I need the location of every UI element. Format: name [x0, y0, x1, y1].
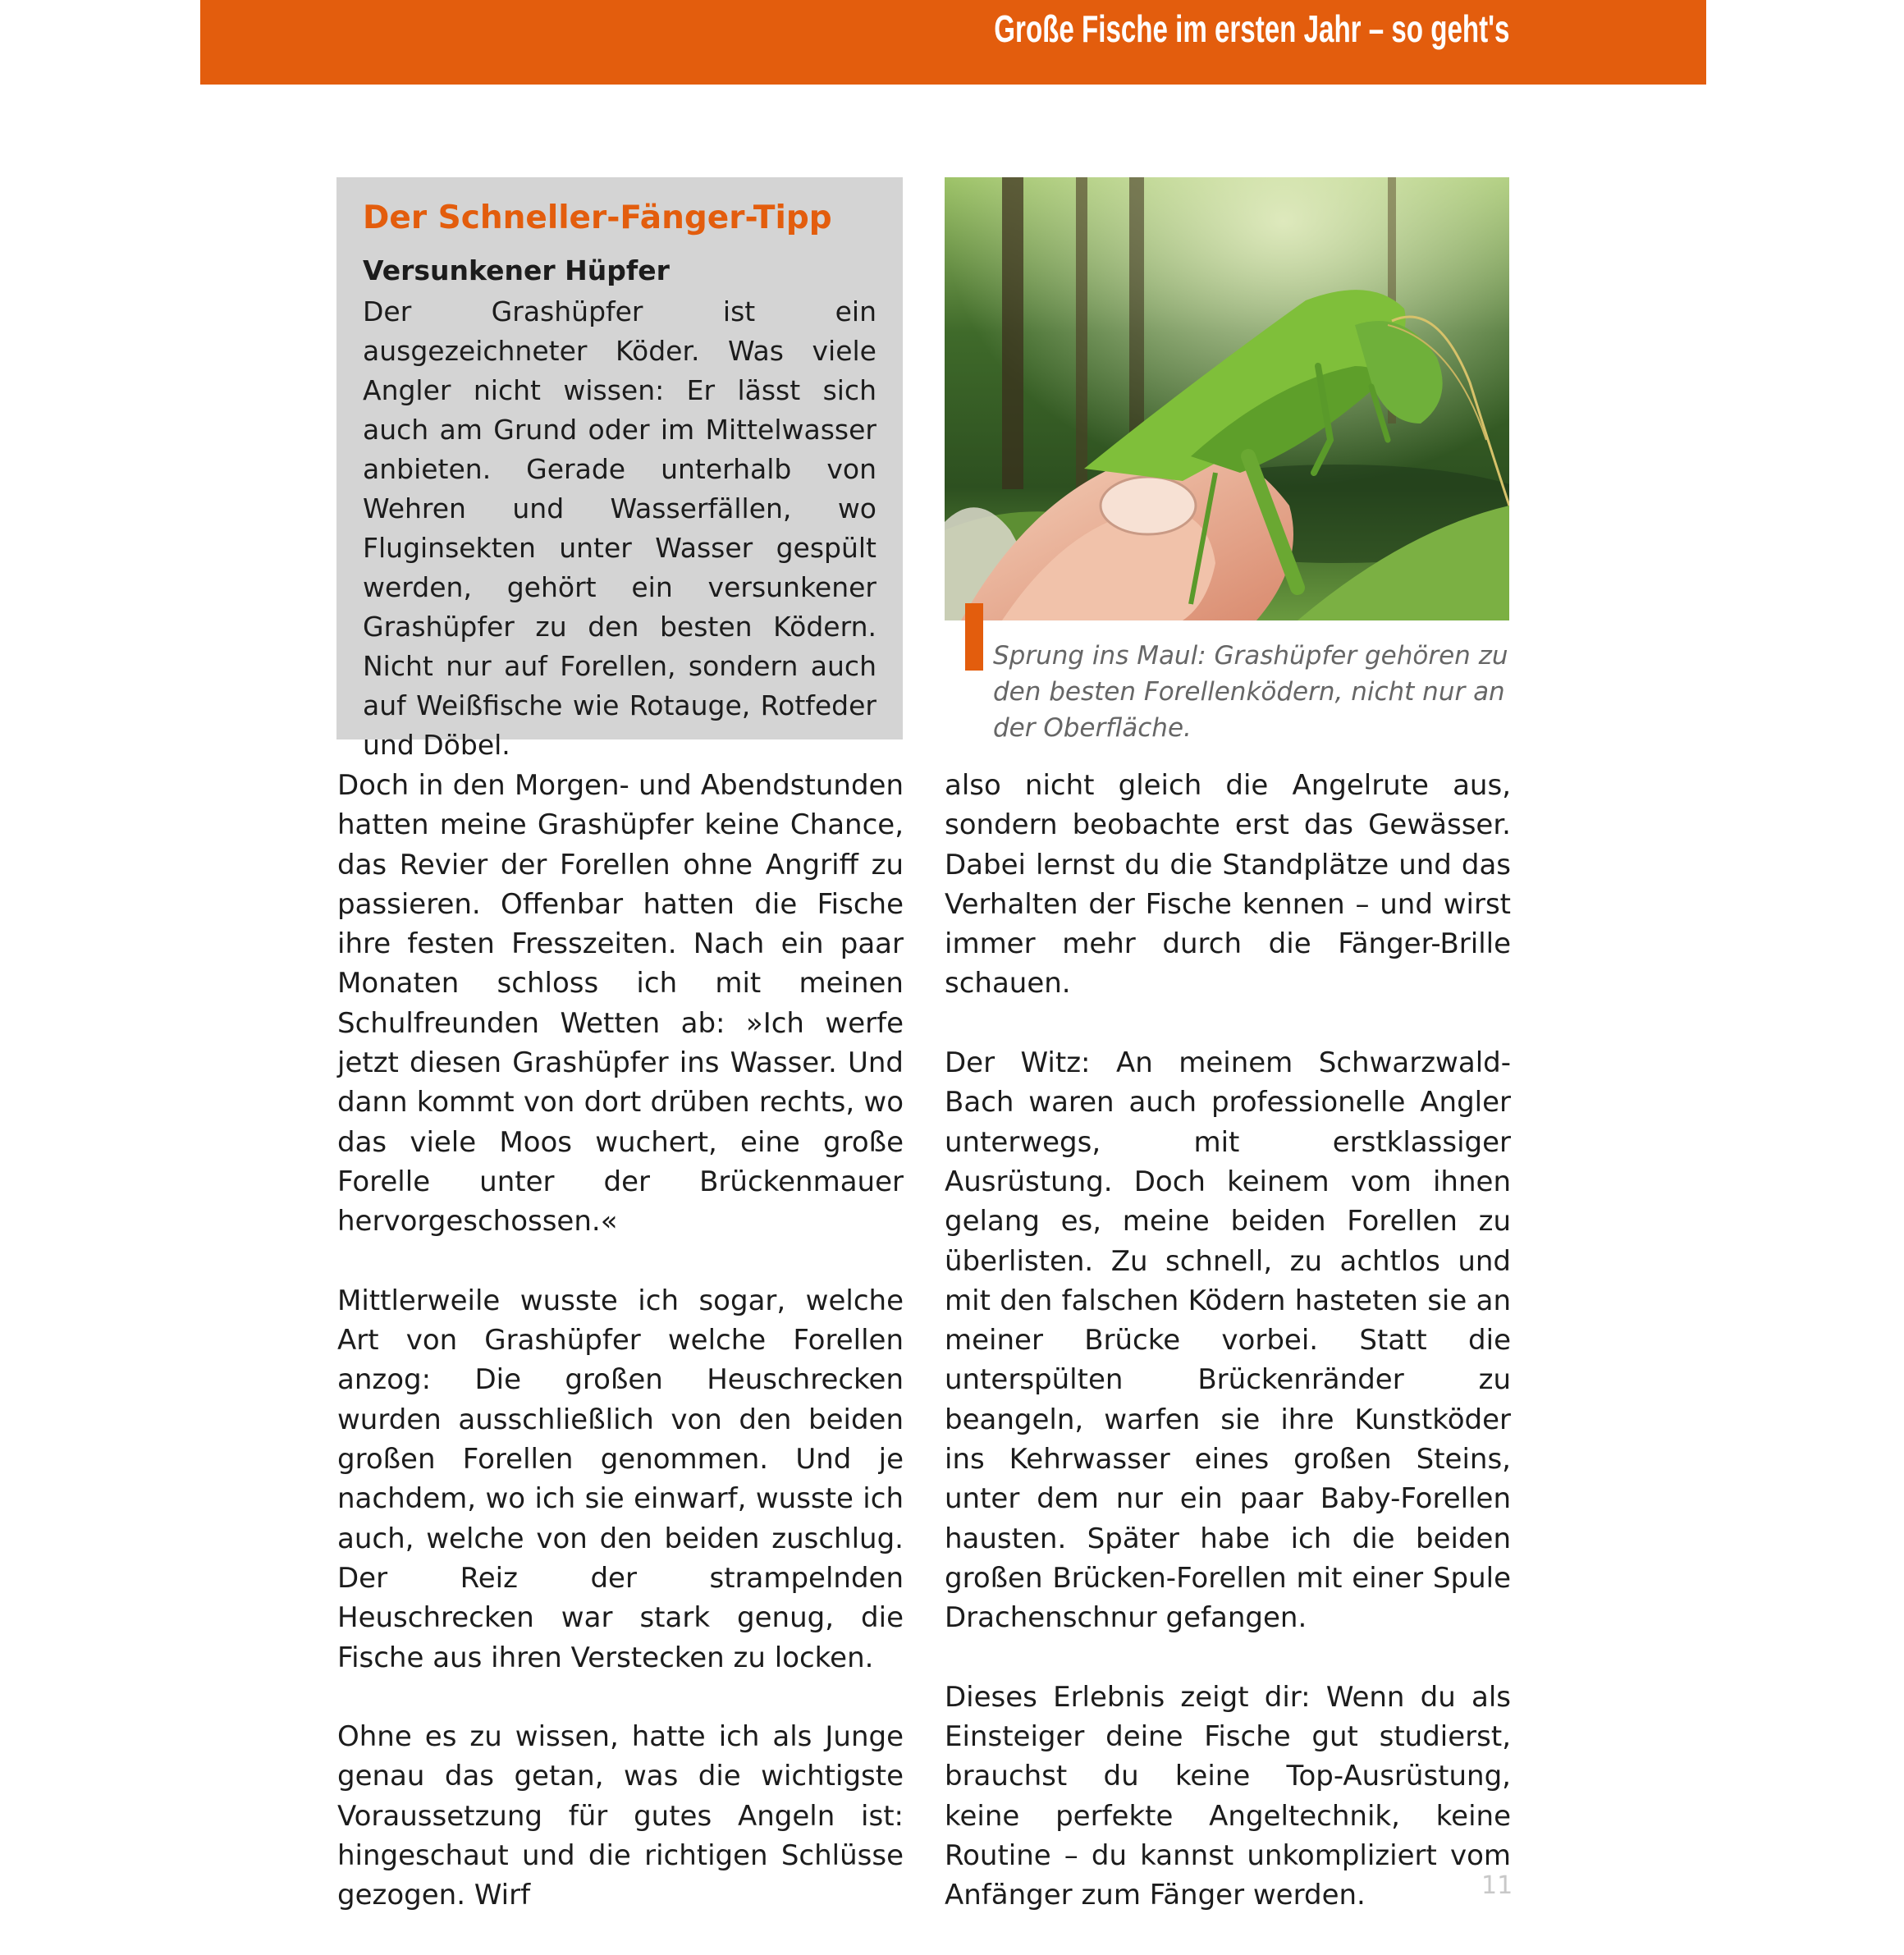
- left-column: [337, 766, 904, 1955]
- tip-box: [336, 177, 903, 761]
- grasshopper-photo: [945, 177, 1509, 620]
- page-number: 11: [1481, 1871, 1513, 1900]
- paragraph: Dieses Erlebnis zeigt dir: Wenn du als Einsteiger deine Fische gut studierst, brauchst du keine Top-Ausrüstung, keine perfekte Angeltechnik, keine Routine – du kannst unkompliziert vom Anfänger zum Fänger werden.: [945, 1680, 1511, 1912]
- grasshopper-photo-illustration: [945, 177, 1509, 620]
- tip-heading: Der Schneller-Fänger-Tipp: [363, 199, 832, 236]
- paragraph: Ohne es zu wissen, hatte ich als Junge genau das getan, was die wichtigste Voraussetzung für gutes Angeln ist: hingeschaut und die richtigen Schlüsse gezogen. Wirf: [337, 1720, 904, 1912]
- paragraph: also nicht gleich die Angelrute aus, sondern beobachte erst das Gewässer. Dabei lernst du die Standplätze und das Verhalten der Fische kennen – und wirst immer mehr durch die Fänger-Brille schauen.: [945, 769, 1511, 1000]
- tip-subheading: Versunkener Hüpfer: [363, 254, 670, 286]
- header-bar: [200, 0, 1706, 85]
- paragraph: Mittlerweile wusste ich sogar, welche Art von Grashüpfer welche Forellen anzog: Die großen Heuschrecken wurden ausschließlich von den beiden großen Forellen genommen. Und je nachdem, wo ich sie einwarf, wusste ich auch, welche von den beiden zuschlug. Der Reiz der strampelnden Heuschrecken war stark genug, die Fische aus ihren Verstecken zu locken.: [337, 1284, 904, 1674]
- photo-caption: Sprung ins Maul: Grashüpfer gehören zu den besten Forellenködern, nicht nur an der Oberfläche.: [993, 641, 1508, 743]
- caption-accent-bar: [965, 603, 983, 671]
- tip-text: Der Grashüpfer ist ein ausgezeichneter Köder. Was viele Angler nicht wissen: Er lässt sich auch am Grund oder im Mittelwasser anbieten. Gerade unterhalb von Wehren und Wasserfällen, wo Fluginsekten unter Wasser gespült werden, gehört ein versunkener Grashüpfer zu den besten Ködern. Nicht nur auf Forellen, sondern auch auf Weißfische wie Rotauge, Rotfeder und Döbel.: [363, 295, 876, 761]
- chapter-title: Große Fische im ersten Jahr – so geht's: [993, 7, 1509, 50]
- paragraph: Doch in den Morgen- und Abendstunden hatten meine Grashüpfer keine Chance, das Revier der Forellen ohne Angriff zu passieren. Offenbar hatten die Fische ihre festen Fresszeiten. Nach ein paar Monaten schloss ich mit meinen Schulfreunden Wetten ab: »Ich werfe jetzt diesen Grashüpfer ins Wasser. Und dann kommt von dort drüben rechts, wo das viele Moos wuchert, eine große Forelle unter der Brückenmauer hervorgeschossen.«: [337, 769, 904, 1238]
- right-column: [945, 766, 1511, 1955]
- paragraph: Der Witz: An meinem Schwarzwald-Bach waren auch professionelle Angler unterwegs, mit erstklassiger Ausrüstung. Doch keinem vom ihnen gelang es, meine beiden Forellen zu überlisten. Zu schnell, zu achtlos und mit den falschen Ködern hasteten sie an meiner Brücke vorbei. Statt die unterspülten Brückenränder zu beangeln, warfen sie ihre Kunstköder ins Kehrwasser eines großen Steins, unter dem nur ein paar Baby-Forellen hausten. Später habe ich die beiden großen Brücken-Forellen mit einer Spule Drachenschnur gefangen.: [945, 1046, 1511, 1635]
